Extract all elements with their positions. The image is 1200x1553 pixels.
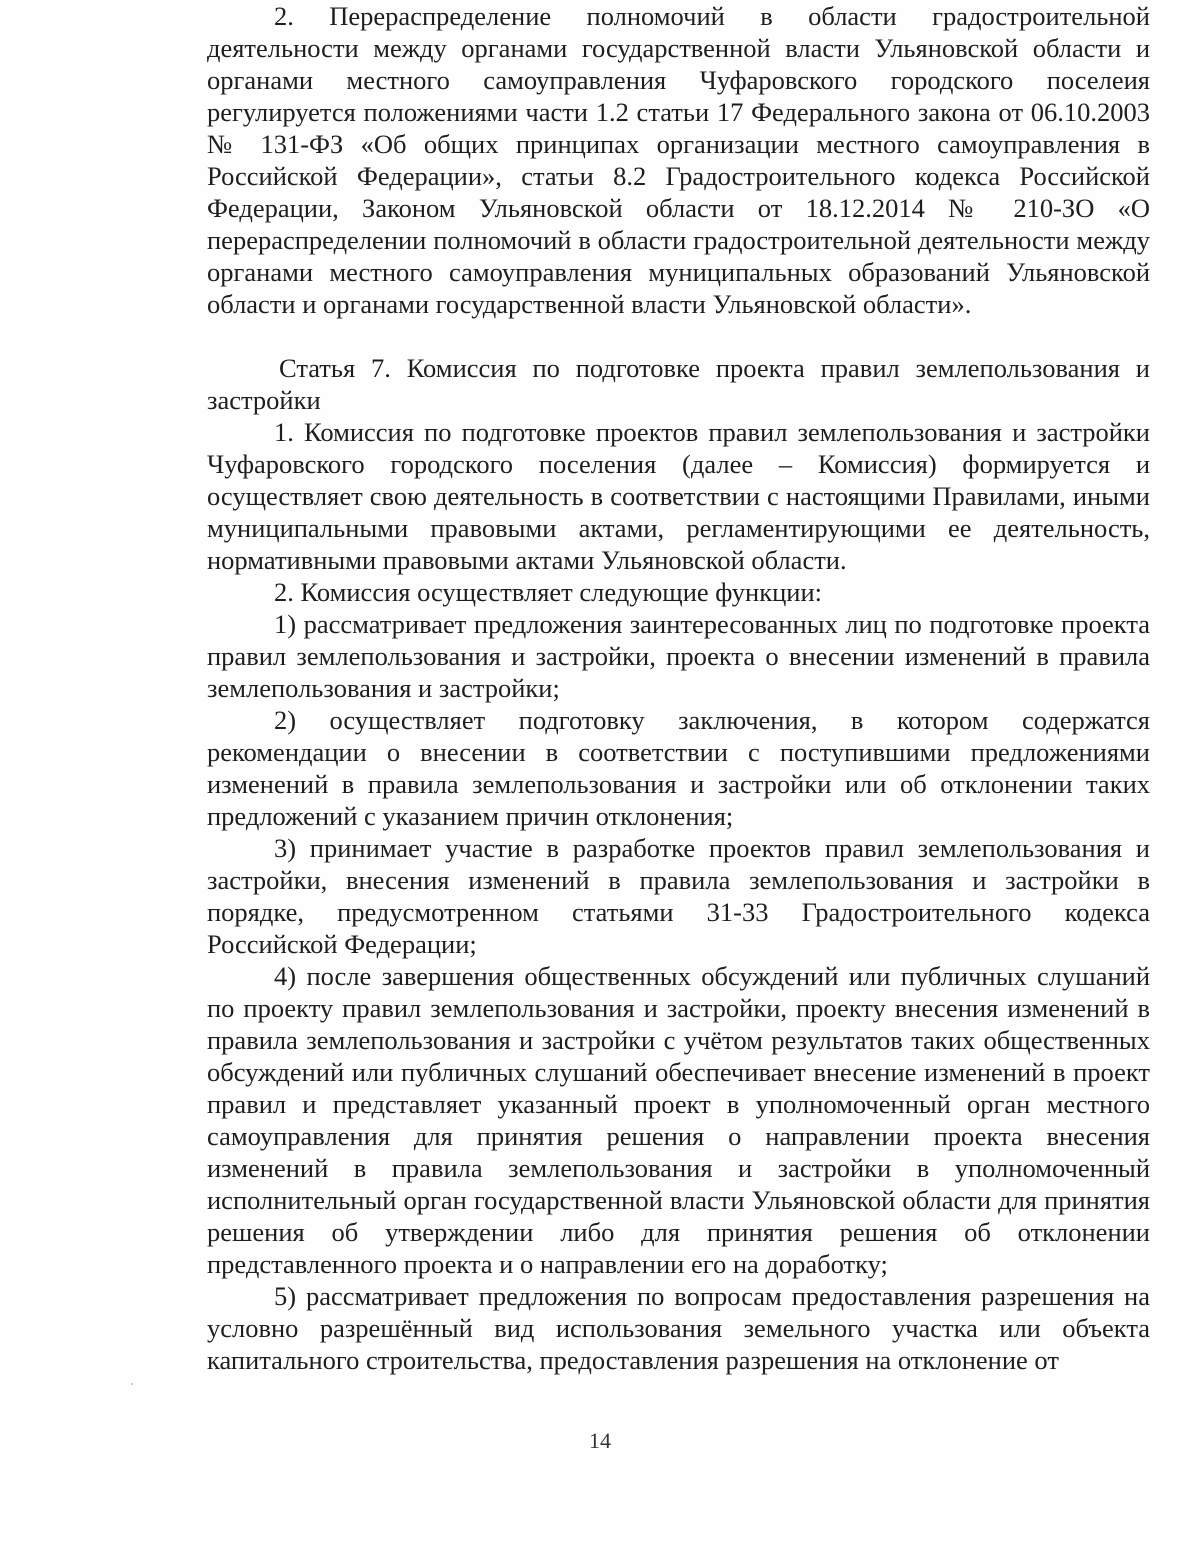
- article-7-heading: Статья 7. Комиссия по подготовке проекта правил землепользования и застройки: [207, 353, 1150, 415]
- document-body: [207, 0, 1150, 1376]
- paragraph-redistribution-of-powers: 2. Перераспределение полномочий в области градостроительной деятельности между органами государственной власти Ульяновской области и органами местного самоуправления Чуфаровского городского поселеия регулируется положениями части 1.2 статьи 17 Федерального закона от 06.10.2003 № 131-ФЗ «Об общих принципах организации местного самоуправления в Российской Федерации», статьи 8.2 Градостроительного кодекса Российской Федерации, Законом Ульяновской области от 18.12.2014 № 210-ЗО «О перераспределении полномочий в области градостроительной деятельности между органами местного самоуправления муниципальных образований Ульяновской области и органами государственной власти Ульяновской области».: [207, 1, 1150, 319]
- scan-speck: [131, 1383, 133, 1385]
- list-item-function-2: 2) осуществляет подготовку заключения, в котором содержатся рекомендации о внесении в соответствии с поступившими предложениями изменений в правила землепользования и застройки или об отклонении таких предложений с указанием причин отклонения;: [207, 705, 1150, 831]
- paragraph-spacer: [207, 320, 1150, 352]
- list-item-function-1: 1) рассматривает предложения заинтересованных лиц по подготовке проекта правил землепользования и застройки, проекта о внесении изменений в правила землепользования и застройки;: [207, 609, 1150, 703]
- paragraph-commission-formation: 1. Комиссия по подготовке проектов правил землепользования и застройки Чуфаровского городского поселения (далее – Комиссия) формируется и осуществляет свою деятельность в соответствии с настоящими Правилами, иными муниципальными правовыми актами, регламентирующими ее деятельность, нормативными правовыми актами Ульяновской области.: [207, 417, 1150, 575]
- list-item-function-3: 3) принимает участие в разработке проектов правил землепользования и застройки, внесения изменений в правила землепользования и застройки в порядке, предусмотренном статьями 31-33 Градостроительного кодекса Российской Федерации;: [207, 833, 1150, 959]
- list-item-function-4: 4) после завершения общественных обсуждений или публичных слушаний по проекту правил землепользования и застройки, проекту внесения изменений в правила землепользования и застройки с учётом результатов таких общественных обсуждений или публичных слушаний обеспечивает внесение изменений в проект правил и представляет указанный проект в уполномоченный орган местного самоуправления для принятия решения о направлении проекта внесения изменений в правила землепользования и застройки в уполномоченный исполнительный орган государственной власти Ульяновской области для принятия решения об утверждении либо для принятия решения об отклонении представленного проекта и о направлении его на доработку;: [207, 961, 1150, 1279]
- page-number: 14: [589, 1428, 611, 1453]
- list-item-function-5: 5) рассматривает предложения по вопросам предоставления разрешения на условно разрешённый вид использования земельного участка или объекта капитального строительства, предоставления разрешения на отклонение от: [207, 1281, 1150, 1375]
- paragraph-commission-functions: 2. Комиссия осуществляет следующие функции:: [274, 577, 822, 607]
